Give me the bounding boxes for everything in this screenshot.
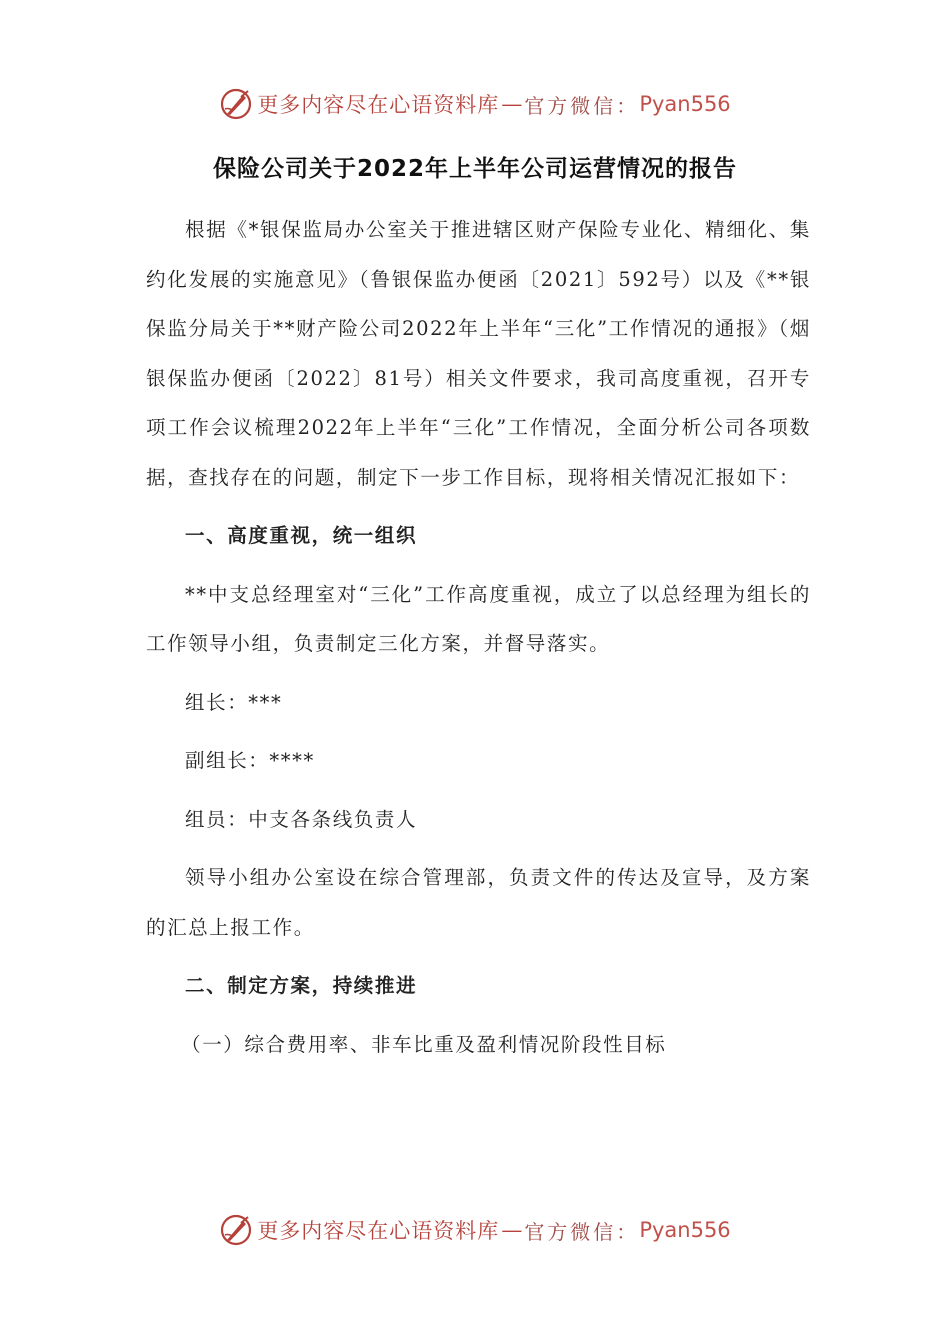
watermark-banner-bottom: [0, 1210, 950, 1250]
watermark-dash: —: [501, 92, 523, 116]
watermark-dash: —: [501, 1218, 523, 1242]
watermark-banner-top: [0, 84, 950, 124]
group-members-line: 组员：中支各条线负责人: [185, 807, 418, 831]
watermark-label: 官方微信：: [524, 93, 640, 118]
deputy-leader-line: 副组长：****: [185, 749, 315, 772]
section-1-paragraph: **中支总经理室对“三化”工作高度重视，成立了以总经理为组长的工作领导小组，负责制定三化方案，并督导落实。: [146, 582, 811, 655]
watermark-brand: 更多内容尽在心语资料库: [257, 1219, 500, 1243]
quill-logo-icon: [219, 1213, 253, 1247]
section-2-heading: 二、制定方案，持续推进: [185, 974, 418, 997]
intro-paragraph: 根据《*银保监局办公室关于推进辖区财产保险专业化、精细化、集约化发展的实施意见》（鲁银保监办便函〔2021〕592号）以及《**银保监分局关于**财产险公司2022年上半年“三化”工作情况的通报》（烟银保监办便函〔2022〕81号）相关文件要求，我司高度重视，召开专项工作会议梳理2022年上半年“三化”工作情况，全面分析公司各项数据，查找存在的问题，制定下一步工作目标，现将相关情况汇报如下：: [146, 218, 811, 489]
watermark-wechat-id: Pyan556: [639, 92, 731, 116]
section-1-heading: 一、高度重视，统一组织: [185, 524, 418, 547]
section-2-subheading: （一）综合费用率、非车比重及盈利情况阶段性目标: [181, 1032, 667, 1056]
watermark-wechat-id: Pyan556: [639, 1218, 731, 1242]
document-title: 保险公司关于2022年上半年公司运营情况的报告: [212, 156, 737, 182]
group-leader-line: 组长：***: [185, 690, 283, 714]
watermark-brand: 更多内容尽在心语资料库: [257, 93, 500, 117]
office-paragraph: 领导小组办公室设在综合管理部，负责文件的传达及宣导，及方案的汇总上报工作。: [146, 866, 811, 939]
watermark-label: 官方微信：: [524, 1219, 640, 1244]
quill-logo-icon: [219, 87, 253, 121]
document-body: [146, 205, 811, 1069]
